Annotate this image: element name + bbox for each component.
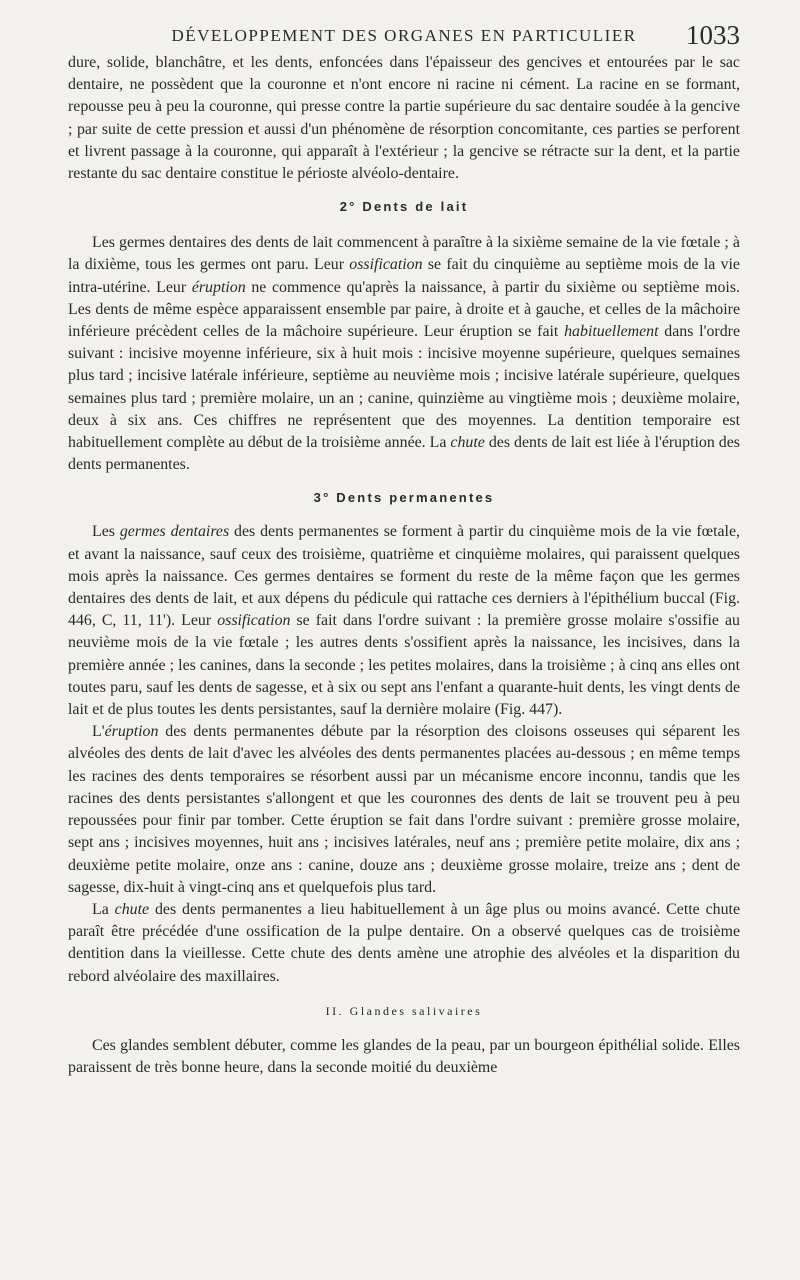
section-heading-dents-de-lait: 2° Dents de lait <box>339 199 469 215</box>
running-head <box>68 0 740 52</box>
paragraph-chute-permanentes: La chute des dents permanentes a lieu habituellement à un âge plus ou moins avancé. Cette chute paraît être précédée d'une ossification de la pulpe dentaire. On a observé quelques cas de troisième dentition dans la vieillesse. Cette chute des dents amène une atrophie des alvéoles et la disparition du rebord alvéolaire des maxillaires. <box>68 900 741 985</box>
running-title: DÉVELOPPEMENT DES ORGANES EN PARTICULIER <box>171 26 637 45</box>
paragraph-germes-dentaires: Les germes dentaires des dents permanentes se forment à partir du cinquième mois de la vie fœtale, et avant la naissance, sauf ceux des troisième, quatrième et cinquième molaires, qui paraissent quelques mois après la naissance. Ces germes dentaires se forment du reste de la même façon que les germes dentaires des dents de lait, et aux dépens du pédicule qui rattache ces derniers à l'épithélium buccal (Fig. 446, C, 11, 11'). Leur ossification se fait dans l'ordre suivant : la première grosse molaire s'ossifie au neuvième mois de la vie fœtale ; les autres dents s'ossifient après la naissance, les incisives, dans la première année ; les canines, dans la seconde ; les petites molaires, dans la troisième ; à cinq ans elles ont toutes paru, sauf les dents de sagesse, et à six ou sept ans l'enfant a quarante-huit dents, les vingt dents de lait et de plus toutes les dents persistantes, sauf la dernière molaire (Fig. 447). <box>68 523 740 719</box>
page-number: 1033 <box>686 20 740 50</box>
paragraph-eruption-permanentes: L'éruption des dents permanentes débute par la résorption des cloisons osseuses qui séparent les alvéoles des dents de lait d'avec les alvéoles des dents permanentes placées au-dessous ; en même temps les racines des dents temporaires se résorbent aussi par un mécanisme encore inconnu, tandis que les racines des dents persistantes s'allongent et que les couronnes des dents de lait se trouvent peu à peu repoussées pour finir par tomber. Cette éruption se fait dans l'ordre suivant : première grosse molaire, sept ans ; incisives moyennes, huit ans ; incisives latérales, neuf ans ; première petite molaire, dix ans ; deuxième petite molaire, onze ans : canine, douze ans ; deuxième grosse molaire, treize ans ; dent de sagesse, dix-huit à vingt-cinq ans et quelquefois plus tard. <box>68 723 740 896</box>
paragraph-tooth-eruption-continued: dure, solide, blanchâtre, et les dents, enfoncées dans l'épaisseur des gencives et entourées par le sac dentaire, ne possèdent que la couronne et n'ont encore ni racine ni cément. La racine en se formant, repousse peu à peu la couronne, qui presse contre la partie supérieure du sac dentaire soudée à la gencive ; par suite de cette pression et aussi d'un phénomène de résorption concomitante, ces parties se perforent et livrent passage à la couronne, qui apparaît à l'extérieur ; la gencive se rétracte sur la dent, et la partie restante du sac dentaire constitue le périoste alvéolo-dentaire. <box>68 54 740 183</box>
paragraph-dents-de-lait: Les germes dentaires des dents de lait commencent à paraître à la sixième semaine de la vie fœtale ; à la dixième, tous les germes ont paru. Leur ossification se fait du cinquième au septième mois de la vie intra-utérine. Leur éruption ne commence qu'après la naissance, à partir du sixième ou septième mois. Les dents de même espèce apparaissent ensemble par paire, à droite et à gauche, et celles de la mâchoire inférieure précèdent celles de la mâchoire supérieure. Leur éruption se fait habituellement dans l'ordre suivant : incisive moyenne inférieure, six à huit mois : incisive moyenne supérieure, quelques semaines plus tard ; incisive latérale inférieure, septième au neuvième mois ; incisive latérale supérieure, quelques semaines plus tard ; première molaire, un an ; canine, quinzième au vingtième mois ; deuxième molaire, deux à six ans. Ces chiffres ne représentent que des moyennes. La dentition temporaire est habituellement complète au début de la troisième année. La chute des dents de lait est liée à l'éruption des dents permanentes. <box>68 234 740 474</box>
paragraph-glandes-salivaires: Ces glandes semblent débuter, comme les glandes de la peau, par un bourgeon épithélial solide. Elles paraissent de très bonne heure, dans la seconde moitié du deuxième <box>68 1036 740 1076</box>
section-heading-glandes-salivaires: II. Glandes salivaires <box>325 1003 483 1018</box>
section-heading-dents-permanentes: 3° Dents permanentes <box>313 490 495 506</box>
